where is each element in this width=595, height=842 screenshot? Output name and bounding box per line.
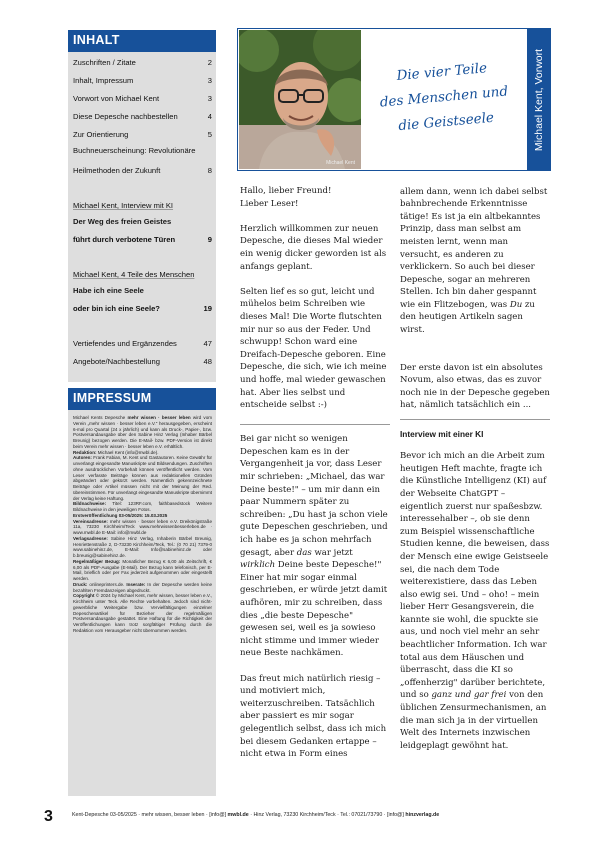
impressum-text: © 2024 by Michael Kent, mehr wissen, besser leben e.V., Kirchheim unter Teck. Alle Rechte vorbehalten. Jedoch sind nicht-gewerbliche Weitergabe bzw. Vervielfältigungen einzelner Depeschenartikel für Bezieher der regelmäßigen Postversandausgabe gestattet. Eine Haftung für die Richtigkeit der Veröffentlichungen kann trotz sorgfältiger Prüfung durch die Redaktion vom Herausgeber nicht übernommen werden.: [73, 593, 212, 633]
impressum-text: Michael Kent (info@mwbl.de).: [96, 449, 159, 455]
toc-item-label: Angebote/Nachbestellung: [73, 357, 160, 366]
greeting: Hallo, lieber Freund!: [240, 186, 332, 196]
divider: [240, 424, 390, 425]
vertical-label-text: Michael Kent, Vorwort: [533, 48, 545, 151]
toc-item-label: Vertiefendes und Ergänzendes: [73, 339, 177, 348]
toc-parts-title2: oder bin ich eine Seele?: [73, 304, 160, 313]
paragraph-continued-text: [400, 185, 550, 337]
paragraph-continued: [400, 185, 550, 349]
title-line: Die vier Teile: [395, 60, 488, 85]
toc-book-page: 8: [207, 166, 212, 175]
impressum-label: Druck:: [73, 581, 88, 587]
toc-item-page: 47: [203, 339, 212, 348]
impressum-label: Regelmäßiger Bezug:: [73, 558, 121, 564]
impressum-text: onlineprinters.de.: [87, 581, 127, 587]
impressum-label: Bildnachweise:: [73, 501, 107, 507]
paragraph-text: zu den heutigen Artikeln sagen wirst.: [400, 299, 535, 336]
toc-interview-page: 9: [207, 235, 212, 244]
paragraph-text: allem dann, wenn ich dabei selbst bahnbrechende Erkenntnisse tätige! Es ist ja ein altbekanntes Prinzip, dass man selbst am meisten lernt, wenn man versucht, es anderen zu verklickern. So auch bei dieser Depesche, sogar an mehreren Stellen. Ich bin daher gespannt wie ein Flitzebogen, was: [400, 186, 548, 310]
toc-item-page: 48: [203, 357, 212, 366]
article-column-1: [240, 185, 390, 770]
footer-link[interactable]: mwbl.de: [227, 812, 249, 818]
paragraph: [240, 433, 390, 660]
vertical-label: [527, 28, 551, 171]
divider: [400, 419, 550, 420]
toc-item-page: 2: [207, 58, 212, 67]
article-column-2: [400, 185, 550, 765]
toc-parts-row[interactable]: [73, 304, 212, 313]
impressum-text: Monatlicher Bezug € 6,00 als Zeitschrift, € 6,00 als PDF-Ausgabe (E-Mail). Der Bezug kann telefonisch, per E-Mail, brieflich oder per Fax jederzeit aufgenommen oder eingestellt werden.: [73, 558, 212, 581]
paragraph: [240, 673, 390, 758]
footer-link[interactable]: hinzverlag.de: [405, 812, 440, 818]
photo-caption: Michael Kent: [326, 160, 355, 166]
paragraph-text: Bevor ich mich an die Arbeit zum heutigen Heft machte, fragte ich die Künstliche Intelligenz (KI) auf der Webseite ChatGPT – eigentlich zuerst nur spaßesbzw. interessehalber –, ob sie denn zum Beispiel wissenschaftliche Studien kenne, die beweisen, dass der Mensch eine ewige Geistseele sei, die nach dem Tode weiterexistiere, dass das Leben also ewig sei. Und – oho! – mein lieber Herr Gesangsverein, die kannte sie wohl, die spuckte sie aus, und noch viel mehr an sehr beachtlicher Information. Ich war total aus dem Häuschen und überrascht, dass die KI so „offenherzig" darüber berichtete, und so: [400, 451, 550, 701]
toc-item-page: 3: [207, 94, 212, 103]
impressum-heading: IMPRESSUM: [68, 388, 216, 410]
impressum-text: mehr wissen · besser leben e.V. Dreikönigstraße 11a, 73230 Kirchheim/Teck www.mehrwissenbesserleben.de · www.mwbl.de E-Mail: info@mwbl.de: [73, 518, 212, 535]
paragraph-text: von den üblichen Zensurmechanismen, an die man sich ja in der virtuellen Welt des Internets inzwischen leidgeplagt gewöhnt hat.: [400, 690, 547, 751]
portrait-image: [239, 30, 361, 169]
toc-heading: INHALT: [68, 30, 216, 52]
impressum-text: Titel: 123RF.com, faithbasedstock Weitere Bildnachweise in den jeweiligen Fotos.: [73, 501, 212, 512]
impressum-text: Michael Kents Depesche: [73, 415, 128, 420]
paragraph: Selten lief es so gut, leicht und mühelos beim Schreiben wie dieses Mal! Die Worte flutschten mir nur so aus der Feder. Und schwupp! Schon ward eine Dreifach-Depesche geboren. Eine Depesche, die sich, wie ich meine und hoffe, mal wieder gewaschen hat. Aber lies selbst und entscheide selbst :-): [240, 286, 387, 411]
paragraph-text: Deine beste Depesche!" Einer hat mir sogar einmal geschrieben, er würde jetzt damit aufhören, mir zu schreiben, dass dies „die beste Depesche" gewesen sei, weil es ja sowieso nicht stimme und immer wieder neue Beste nachkämen.: [240, 560, 388, 659]
impressum-text: In der Depesche werden keine bezahlten Fremdanzeigen abgedruckt.: [73, 581, 212, 593]
toc-item[interactable]: [73, 58, 212, 67]
toc-parts-series: Michael Kent, 4 Teile des Menschen: [73, 270, 195, 279]
toc-book-line1: Buchneuerscheinung: Revolutionäre: [73, 146, 196, 155]
footer-text: · Hinz Verlag, 73230 Kirchheim/Teck · Tel.: 07021/73790 · [info@]: [248, 812, 406, 818]
toc-item[interactable]: [73, 94, 212, 103]
impressum-label: Verlagsadresse:: [73, 535, 108, 541]
title-line: die Geistseele: [397, 109, 495, 135]
paragraph-emphasis: ganz und gar frei: [431, 690, 507, 701]
paragraph-text: Das freut mich natürlich riesig – und motiviert mich, weiterzuschreiben. Tatsächlich aber passiert es mir sogar gelegentlich selbst, dass ich mich bei diesem Gedanken ertappe – nicht etwa in Form eines: [240, 673, 387, 758]
table-of-contents: [68, 52, 216, 382]
impressum-bold: mehr wissen · besser leben: [127, 415, 191, 420]
toc-item-label: Zuschriften / Zitate: [73, 58, 136, 67]
impressum-text: Sabine Hinz Verlag, Inhaberin Bärbel Breunig, Henriettenstraße 2, D-73230 Kirchheim/Teck, Tel.: (0 70 21) 7379-0 www.sabinehinz.de, E-Mail: Info@sabinehinz.de oder b.breunig@sabinehinz.de.: [73, 535, 212, 558]
paragraph-text: Bei gar nicht so wenigen Depeschen kam es in der Vergangenheit ja vor, dass Leser mir schrieben: „Michael, das war Deine beste!" – um mir dann ein paar Nummern später zu schreiben: „Du hast ja schon viele gute Depeschen geschrieben, und ich habe es ja schon mehrfach gesagt, aber: [240, 434, 388, 558]
toc-item[interactable]: [73, 357, 212, 366]
article-title: [363, 53, 525, 141]
impressum-label: Inserate:: [126, 581, 146, 587]
impressum-label: Vereinsadresse:: [73, 518, 108, 524]
section-heading: Interview mit einer KI: [400, 428, 484, 439]
paragraph-text: war jetzt: [311, 547, 353, 558]
impressum-label: Copyright: [73, 593, 95, 599]
impressum-text: wird vom Verein „mehr wissen · besser leben e.V." herausgegeben, erscheint 6-mal pro Quartal (24 x jährlich) und kann als Druck-, Papier-, bzw. Postversandausgabe über den Sabine Hinz Verlag (Inhaber Bärbel Breunig) bezogen werden. Die E-Mail- bzw. PDF-Version ist direkt beim Verein mehr wissen · besser leben e.V. erhältlich.: [73, 415, 213, 449]
author-photo: [239, 30, 361, 169]
toc-item-label: Vorwort von Michael Kent: [73, 94, 160, 103]
toc-item[interactable]: [73, 76, 212, 85]
sidebar: [68, 30, 216, 796]
footer-text: Kent-Depesche 03-05/2025 · mehr wissen, besser leben · [info@]: [72, 812, 228, 818]
impressum-label: Redaktion:: [73, 449, 97, 455]
toc-item-label: Diese Depesche nachbestellen: [73, 112, 178, 121]
page-number: 3: [44, 808, 53, 825]
toc-item-label: Zur Orientierung: [73, 130, 129, 139]
impressum-text: Frank Fabian, M. Kent und Gastautoren. Keine Gewähr für unverlangt eingesandte Manuskripte und Bildsendungen. Zuschriften ohne ausdrücklichen Vorbehalt können veröffentlicht werden. Vom Leser verfasste Beiträge können aus redaktionellen Gründen abgeändert oder gekürzt werden. Namentlich gekennzeichnete Beiträge oder Artikel müssen nicht mit der Meinung der Red. übereinstimmen. Für unverlangt eingesandte Manuskripte übernimmt der Verlag keine Haftung.: [73, 455, 213, 501]
toc-item-page: 4: [207, 112, 212, 121]
toc-book-line2: Heilmethoden der Zukunft: [73, 166, 161, 175]
footer-line: [72, 812, 439, 818]
toc-interview-title2: führt durch verbotene Türen: [73, 235, 176, 244]
toc-parts-page: 19: [203, 304, 212, 313]
toc-item[interactable]: [73, 130, 212, 139]
paragraph-emphasis: wirklich: [240, 560, 276, 571]
toc-interview-row[interactable]: [73, 235, 212, 244]
impressum-label: Erstveröffentlichung 03-05/2025: 15.03.2025: [73, 512, 168, 518]
toc-item-page: 5: [207, 130, 212, 139]
paragraph: Der erste davon ist ein absolutes Novum, also etwas, das es zuvor noch nie in der Depesche gegeben hat, nämlich tatsächlich ein ...: [400, 362, 550, 411]
toc-item[interactable]: [73, 339, 212, 348]
paragraph-emphasis: das: [296, 547, 312, 558]
toc-item-page: 3: [207, 76, 212, 85]
toc-item-book[interactable]: [73, 146, 212, 175]
toc-item[interactable]: [73, 112, 212, 121]
impressum-label: Autoren:: [73, 455, 92, 461]
toc-parts-title1[interactable]: Habe ich eine Seele: [73, 286, 144, 295]
paragraph-emphasis: Du: [509, 299, 523, 310]
title-line: des Menschen und: [379, 83, 509, 111]
paragraph: Herzlich willkommen zur neuen Depesche, die dieses Mal wieder ein wenig dicker geworden ist als anfangs geplant.: [240, 223, 387, 272]
impressum-body: [68, 410, 216, 796]
greeting: Lieber Leser!: [240, 198, 299, 209]
toc-interview-series: Michael Kent, Interview mit KI: [73, 201, 174, 210]
paragraph: [400, 450, 550, 752]
toc-item-label: Inhalt, Impressum: [73, 76, 134, 85]
toc-interview-title1[interactable]: Der Weg des freien Geistes: [73, 217, 172, 226]
